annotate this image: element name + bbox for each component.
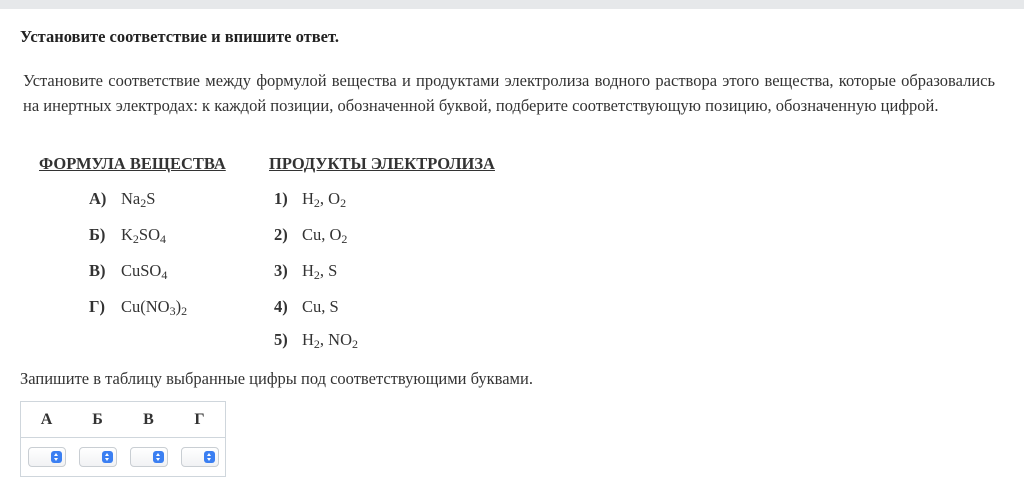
up-down-stepper-icon <box>102 451 113 463</box>
left-column-header: ФОРМУЛА ВЕЩЕСТВА <box>39 154 226 173</box>
task-text: Установите соответствие между формулой вещества и продуктами электролиза водного раствора этого вещества, которые образовались на инертных электродах: к каждой позиции, обозначенной буквой, подберите соответствующую позицию, обозначенную цифрой. <box>23 71 995 115</box>
substance-formula: CuSO$_4$ <box>121 261 168 282</box>
answer-header-a: А <box>21 402 73 438</box>
product-row <box>274 189 346 209</box>
substance-row <box>89 189 155 209</box>
answer-cell <box>72 438 123 477</box>
right-column-header: ПРОДУКТЫ ЭЛЕКТРОЛИЗА <box>269 154 495 173</box>
product-number: 4) <box>274 297 288 316</box>
up-down-stepper-icon <box>204 451 215 463</box>
product-number: 1) <box>274 189 288 208</box>
top-bar <box>0 0 1024 9</box>
substance-letter: Б) <box>89 225 106 244</box>
up-down-stepper-icon <box>153 451 164 463</box>
answer-table <box>20 401 226 477</box>
answer-select-v[interactable] <box>130 447 168 467</box>
product-row <box>274 261 337 281</box>
answer-select-b[interactable] <box>79 447 117 467</box>
answer-instruction: Запишите в таблицу выбранные цифры под соответствующими буквами. <box>20 369 533 388</box>
product-formula: $H_2$, S <box>302 261 338 282</box>
product-row <box>274 297 339 317</box>
answer-header-v: В <box>123 402 174 438</box>
answer-cell <box>123 438 174 477</box>
product-formula: Cu, $O_2$ <box>302 225 348 246</box>
answer-select-a[interactable] <box>28 447 66 467</box>
product-formula: $H_2$, $O_2$ <box>302 189 347 210</box>
up-down-stepper-icon <box>51 451 62 463</box>
product-number: 3) <box>274 261 288 280</box>
answer-header-g: Г <box>174 402 226 438</box>
substance-formula: $K_2SO_4$ <box>121 225 167 246</box>
substance-row <box>89 297 187 317</box>
product-formula: $H_2$, $NO_2$ <box>302 330 359 351</box>
product-formula: Cu, S <box>302 297 339 316</box>
answer-header-b: Б <box>72 402 123 438</box>
product-row <box>274 330 358 350</box>
substance-row <box>89 225 166 245</box>
product-number: 2) <box>274 225 288 244</box>
answer-select-g[interactable] <box>181 447 219 467</box>
substance-letter: В) <box>89 261 106 280</box>
substance-formula: $Na_2S$ <box>121 189 156 210</box>
product-row <box>274 225 347 245</box>
answer-cell <box>21 438 73 477</box>
substance-row <box>89 261 167 281</box>
substance-letter: Г) <box>89 297 105 316</box>
substance-letter: А) <box>89 189 107 208</box>
answer-cell <box>174 438 226 477</box>
product-number: 5) <box>274 330 288 349</box>
substance-formula: $Cu(NO_3)_2$ <box>121 297 188 318</box>
task-heading: Установите соответствие и впишите ответ. <box>20 27 339 46</box>
